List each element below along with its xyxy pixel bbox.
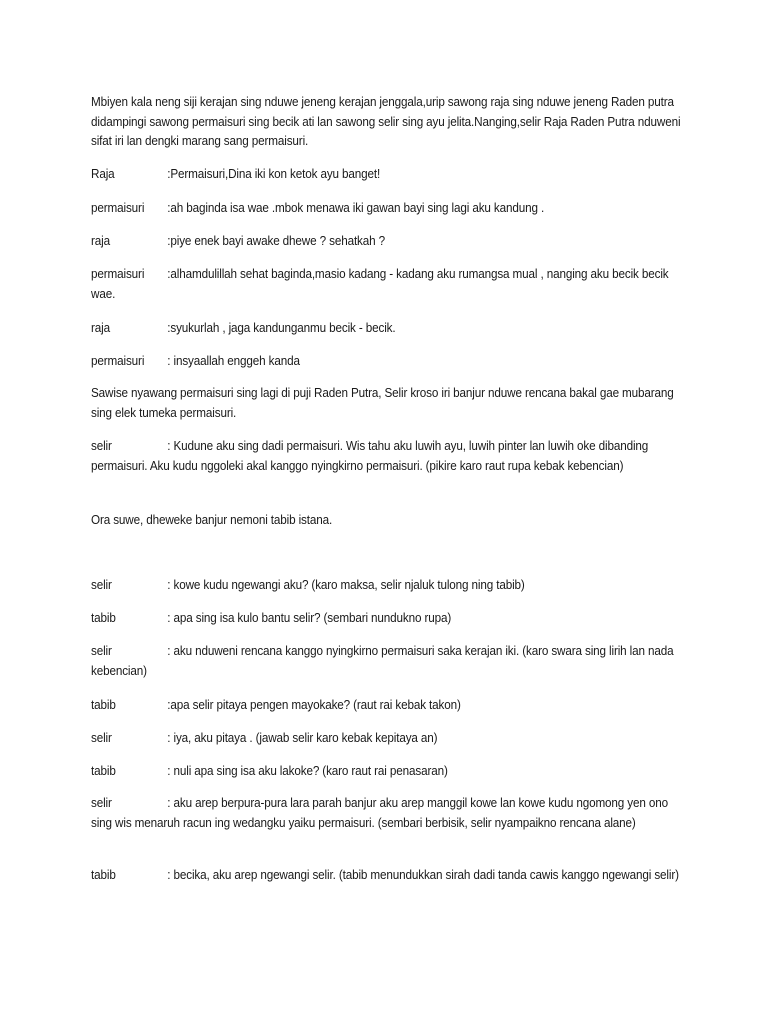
dialog-line [91,265,686,304]
dialog-text: : iya, aku pitaya . (jawab selir karo kebak kepitaya an) [167,731,438,745]
speaker-name: tabib [91,611,116,625]
speaker-name: permaisuri [91,354,145,368]
dialog-line [91,696,461,716]
speaker-name: selir [91,731,112,745]
speaker-name: tabib [91,764,116,778]
dialog-line [91,319,396,339]
narration-text: Sawise nyawang permaisuri sing lagi di puji Raden Putra, Selir kroso iri banjur nduwe rencana bakal gae mubarang sing elek tumeka permaisuri. [91,386,674,420]
dialog-text: :ah baginda isa wae .mbok menawa iki gawan bayi sing lagi aku kandung . [167,201,545,215]
dialog-text: : apa sing isa kulo bantu selir? (sembari nundukno rupa) [167,611,452,625]
dialog-text: : insyaallah enggeh kanda [167,354,300,368]
narration-paragraph [91,511,332,531]
dialog-text: :piye enek bayi awake dhewe ? sehatkah ? [167,234,386,248]
dialog-line [91,794,686,833]
dialog-text: : Kudune aku sing dadi permaisuri. Wis tahu aku luwih ayu, luwih pinter lan luwih oke dibanding permaisuri. Aku kudu nggoleki akal kanggo nyingkirno permaisuri. (pikire karo raut rupa kebak kebencian) [91,439,649,473]
dialog-text: : aku nduweni rencana kanggo nyingkirno permaisuri saka kerajan iki. (karo swara sing lirih lan nada kebencian) [91,644,674,678]
speaker-name: selir [91,796,112,810]
dialog-line [91,352,300,372]
dialog-text: : becika, aku arep ngewangi selir. (tabib menundukkan sirah dadi tanda cawis kanggo ngewangi selir) [167,868,679,882]
dialog-text: : nuli apa sing isa aku lakoke? (karo raut rai penasaran) [167,764,448,778]
speaker-name: raja [91,321,110,335]
dialog-text: :apa selir pitaya pengen mayokake? (raut rai kebak takon) [167,698,461,712]
speaker-name: selir [91,578,112,592]
dialog-text: :Permaisuri,Dina iki kon ketok ayu banget! [167,167,381,181]
dialog-line [91,232,385,252]
dialog-line [91,762,448,782]
dialog-text: :alhamdulillah sehat baginda,masio kadang - kadang aku rumangsa mual , nanging aku becik becik wae. [91,267,669,301]
dialog-line [91,729,437,749]
dialog-line [91,609,451,629]
dialog-line [91,576,525,596]
speaker-name: selir [91,439,112,453]
intro-text: Mbiyen kala neng siji kerajan sing nduwe jeneng kerajan jenggala,urip sawong raja sing nduwe jeneng Raden putra didampingi sawong permaisuri sing becik ati lan sawong selir sing ayu jelita.Nanging,selir Raja Raden Putra nduweni sifat iri lan dengki marang sang permaisuri. [91,95,681,148]
dialog-line [91,165,380,185]
dialog-line [91,437,686,476]
speaker-name: tabib [91,698,116,712]
speaker-name: tabib [91,868,116,882]
speaker-name: raja [91,234,110,248]
narration-paragraph [91,384,686,423]
narration-text: Ora suwe, dheweke banjur nemoni tabib istana. [91,513,333,527]
dialog-text: :syukurlah , jaga kandunganmu becik - becik. [167,321,396,335]
dialog-text: : aku arep berpura-pura lara parah banjur aku arep manggil kowe lan kowe kudu ngomong yen ono sing wis menaruh racun ing wedangku yaiku permaisuri. (sembari berbisik, selir nyampaikno rencana alane) [91,796,669,830]
dialog-line [91,642,686,681]
dialog-text: : kowe kudu ngewangi aku? (karo maksa, selir njaluk tulong ning tabib) [167,578,525,592]
speaker-name: permaisuri [91,201,145,215]
speaker-name: Raja [91,167,115,181]
intro-paragraph [91,93,686,152]
speaker-name: selir [91,644,112,658]
dialog-line [91,199,544,219]
speaker-name: permaisuri [91,267,145,281]
dialog-line [91,866,686,886]
